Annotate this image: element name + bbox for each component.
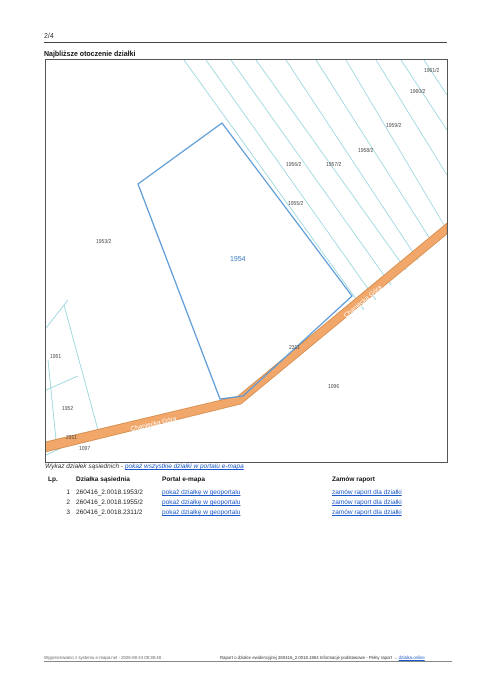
section-title: Najbliższe otoczenie działki	[44, 51, 136, 58]
parcel-label: 1959/2	[386, 123, 402, 129]
show-all-parcels-link[interactable]: pokaż wszystkie działki w portalu e-mapa	[124, 463, 244, 470]
footer-report-text: Raport o działce ewidencyjnej 260416_2.0018.1954 Informacje podstawowe - Pełny raport →	[220, 655, 399, 660]
parcel-map-svg	[46, 60, 447, 462]
boundary-line	[376, 60, 447, 175]
table-row	[44, 498, 406, 508]
show-in-geoportal-link[interactable]: pokaż działkę w geoportalu	[162, 499, 241, 506]
order-report-link[interactable]: zamów raport dla działki	[332, 509, 402, 516]
row-lp: 2	[66, 499, 70, 506]
parcel-label: 1957/2	[326, 162, 342, 168]
footer-generated: Wygenerowano z systemu e-mapa.net - 2026-08-24 09:39:48	[44, 655, 161, 660]
boundary-line	[206, 60, 376, 300]
header-parcel-id: Działka sąsiednia	[76, 476, 130, 483]
row-lp: 3	[66, 509, 70, 516]
boundary-line	[316, 60, 434, 245]
neighbors-caption	[45, 463, 244, 470]
boundary-line	[48, 360, 56, 440]
parcel-label: 1961/2	[424, 68, 440, 74]
show-in-geoportal-link[interactable]: pokaż działkę w geoportalu	[162, 509, 241, 516]
header-order-report: Zamów raport	[332, 476, 375, 483]
road-polygon	[46, 223, 447, 453]
row-parcel-id: 260416_2.0018.1953/2	[76, 489, 143, 496]
parcel-label: 2311	[289, 345, 300, 351]
show-in-geoportal-link[interactable]: pokaż działkę w geoportalu	[162, 489, 241, 496]
order-report-link[interactable]: zamów raport dla działki	[332, 499, 402, 506]
top-rule	[44, 42, 447, 43]
parcel-label: 1958/2	[358, 148, 374, 154]
page-number: 2/4	[44, 33, 54, 40]
boundary-line	[231, 60, 391, 285]
footer-report	[220, 655, 425, 660]
row-parcel-id: 260416_2.0018.1955/2	[76, 499, 143, 506]
neighbors-table	[44, 474, 406, 518]
header-portal: Portal e-mapa	[162, 476, 205, 483]
row-parcel-id: 260416_2.0018.2311/2	[76, 509, 143, 516]
table-header-row	[44, 474, 406, 488]
boundary-line	[346, 60, 447, 230]
road-label: Chanięcka Góra	[342, 283, 384, 320]
footer-report-link[interactable]: dzialka.online	[398, 655, 425, 660]
parcel-label: 1960/2	[410, 89, 426, 95]
boundary-line	[424, 60, 447, 95]
boundary-line	[46, 300, 68, 328]
parcel-label: 1953/2	[96, 239, 112, 245]
road-label: Chanięcka Góra	[129, 415, 178, 433]
parcel-label: 2311	[66, 435, 77, 441]
footer-rule	[44, 661, 452, 662]
parcel-label: 1952	[62, 406, 74, 412]
parcel-label: 1096	[328, 384, 340, 390]
row-lp: 1	[66, 489, 70, 496]
parcel-map[interactable]	[45, 59, 448, 463]
caption-prefix: Wykaz działek sąsiednich -	[45, 463, 125, 470]
order-report-link[interactable]: zamów raport dla działki	[332, 489, 402, 496]
parcel-label: 1956/2	[286, 162, 302, 168]
road-chaniecka-gora	[46, 223, 447, 453]
table-row	[44, 508, 406, 518]
parcel-label: 1951	[50, 354, 62, 360]
parcel-label: 1097	[79, 446, 91, 452]
parcel-label: 1955/2	[288, 201, 304, 207]
table-row	[44, 488, 406, 498]
boundary-line	[184, 60, 364, 310]
header-lp: Lp.	[48, 476, 58, 483]
main-parcel-label: 1954	[230, 256, 246, 263]
